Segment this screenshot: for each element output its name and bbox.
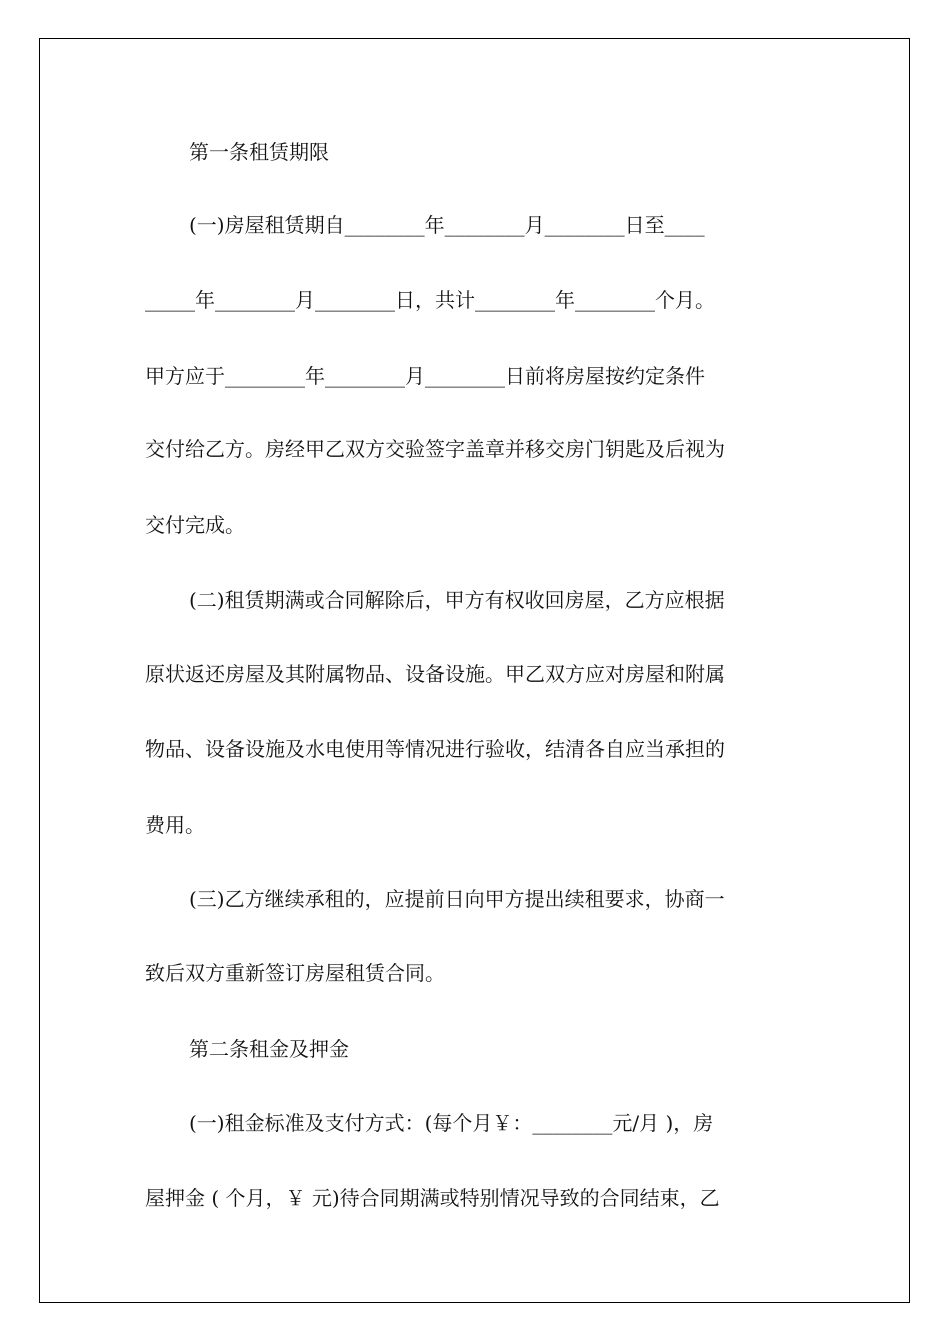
clause-1-line-3: 甲方应于________年________月________日前将房屋按约定条件 (145, 364, 705, 388)
clause-1-line-5: 交付完成。 (145, 513, 245, 537)
clause-3-line-1: (三)乙方继续承租的，应提前日向甲方提出续租要求，协商一 (189, 887, 725, 911)
clause-3-line-2: 致后双方重新签订房屋租赁合同。 (145, 961, 445, 985)
clause-2-line-1: (二)租赁期满或合同解除后，甲方有权收回房屋，乙方应根据 (189, 588, 725, 612)
rent-clause-line-1: (一)租金标准及支付方式：(每个月￥：________元/月 )，房 (189, 1111, 714, 1135)
article-1-heading: 第一条租赁期限 (189, 140, 329, 164)
clause-2-line-3: 物品、设备设施及水电使用等情况进行验收，结清各自应当承担的 (145, 737, 725, 761)
clause-1-line-4: 交付给乙方。房经甲乙双方交验签字盖章并移交房门钥匙及后视为 (145, 437, 725, 461)
clause-1-line-1: (一)房屋租赁期自________年________月________日至____ (189, 213, 705, 237)
clause-2-line-2: 原状返还房屋及其附属物品、设备设施。甲乙双方应对房屋和附属 (145, 662, 725, 686)
clause-1-line-2: _____年________月________日，共计________年________个月。 (145, 288, 715, 312)
clause-2-line-4: 费用。 (145, 813, 205, 837)
article-2-heading: 第二条租金及押金 (189, 1037, 349, 1061)
rent-clause-line-2: 屋押金 ( 个月，￥ 元)待合同期满或特别情况导致的合同结束，乙 (145, 1186, 720, 1210)
